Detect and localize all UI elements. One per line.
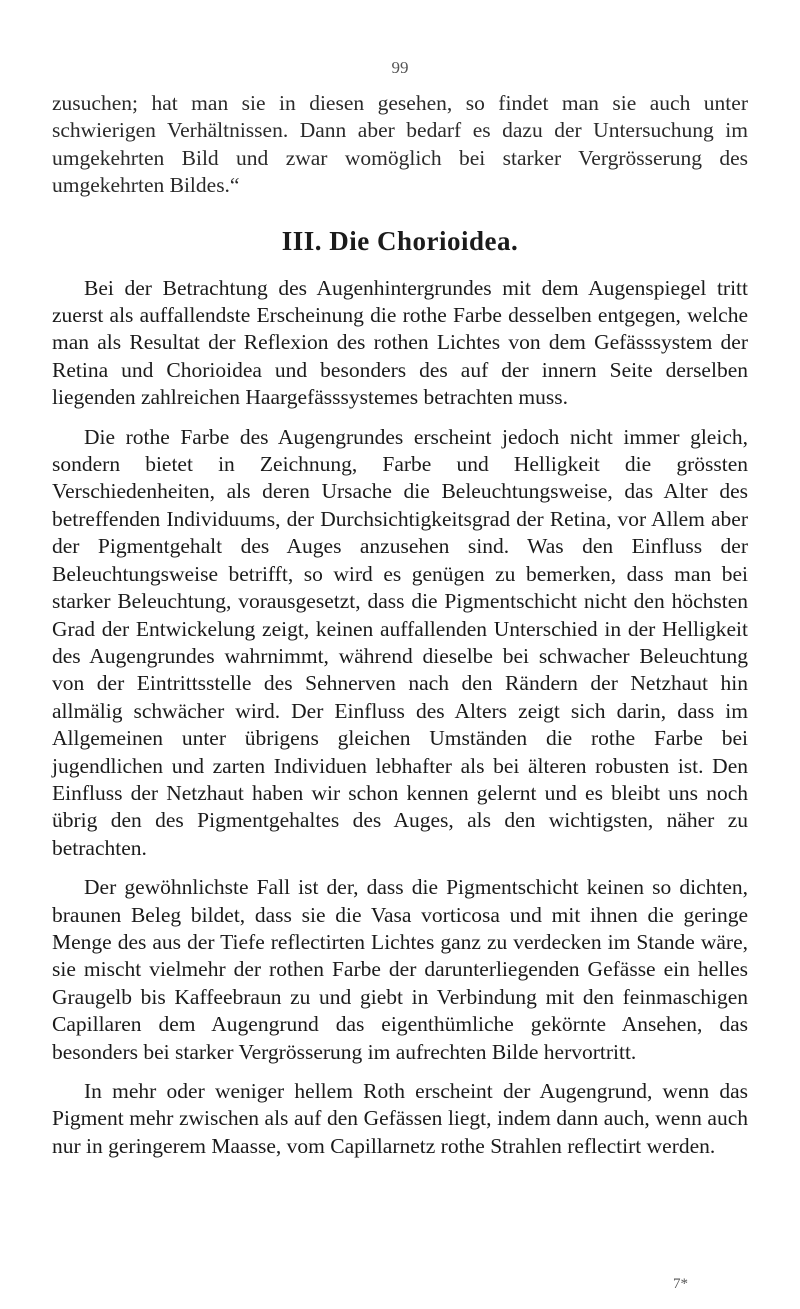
body-paragraph: In mehr oder weniger hellem Roth erscheint der Augengrund, wenn das Pigment mehr zwischen als auf den Gefässen liegt, indem dann auch, wenn auch nur in geringerem Maasse, vom Capillarnetz rothe Strahlen reflectirt werden. [52,1079,748,1158]
printer-signature-mark: 7* [673,1276,688,1292]
intro-paragraph: zusuchen; hat man sie in diesen gesehen, so findet man sie auch unter schwierigen Verhältnissen. Dann aber bedarf es dazu der Untersuchung im umgekehrten Bild und zwar womöglich bei starker Vergrösserung des umgekehrten Bildes.“ [52,91,748,198]
page-number: 99 [391,58,409,77]
section-heading: III. Die Chorioidea. [281,225,519,256]
body-paragraph: Bei der Betrachtung des Augenhintergrundes mit dem Augenspiegel tritt zuerst als auffallendste Erscheinung die rothe Farbe desselben entgegen, welche man als Resultat der Reflexion des rothen Lichtes von dem Gefässsystem der Retina und Chorioidea und besonders des auf der innern Seite derselben liegenden zahlreichen Haargefässsystemes betrachten muss. [52,275,748,410]
page-content [52,90,748,1160]
body-paragraph: Der gewöhnlichste Fall ist der, dass die Pigmentschicht keinen so dichten, braunen Beleg bildet, dass sie die Vasa vorticosa und mit ihnen die geringe Menge des aus der Tiefe reflectirten Lichtes ganz zu verdecken im Stande wäre, sie mischt vielmehr der rothen Farbe der darunterliegenden Gefässe ein helles Graugelb bis Kaffeebraun zu und giebt in Verbindung mit den feinmaschigen Capillaren dem Augengrund das eigenthümliche gekörnte Ansehen, das besonders bei starker Vergrösserung im aufrechten Bilde hervortritt. [52,875,748,1064]
body-paragraph: Die rothe Farbe des Augengrundes erscheint jedoch nicht immer gleich, sondern bietet in Zeichnung, Farbe und Helligkeit die grössten Verschiedenheiten, als deren Ursache die Beleuchtungsweise, das Alter des betreffenden Individuums, der Durchsichtigkeitsgrad der Retina, vor Allem aber der Pigmentgehalt des Auges anzusehen sind. Was den Einfluss der Beleuchtungsweise betrifft, so wird es genügen zu bemerken, dass man bei starker Beleuchtung, vorausgesetzt, dass die Pigmentschicht nicht den höchsten Grad der Entwickelung zeigt, keinen auffallenden Unterschied in der Helligkeit des Augengrundes wahrnimmt, während dieselbe bei schwacher Beleuchtung von der Eintrittsstelle des Sehnerven nach den Rändern der Netzhaut hin allmälig schwächer wird. Der Einfluss des Alters zeigt sich darin, dass im Allgemeinen unter übrigens gleichen Umständen die rothe Farbe bei jugendlichen und zarten Individuen lebhafter als bei älteren robusten ist. Den Einfluss der Netzhaut haben wir schon kennen gelernt und es bleibt uns noch übrig den des Pigmentgehaltes des Auges, als den wichtigsten, näher zu betrachten. [52,424,748,860]
